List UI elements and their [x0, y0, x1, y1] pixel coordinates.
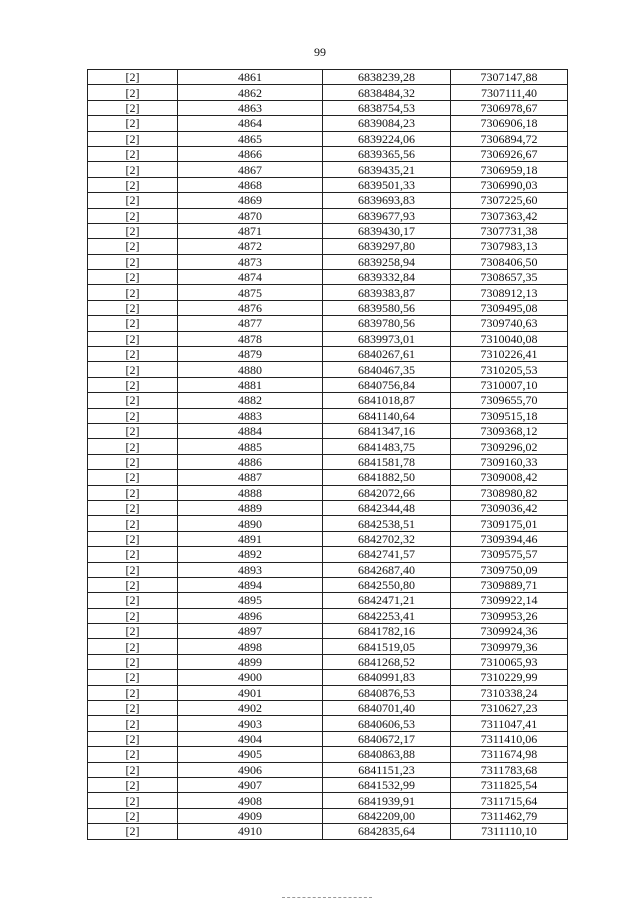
x-coordinate-cell: 6839332,84 [323, 270, 451, 285]
source-ref-cell: [2] [88, 716, 178, 731]
table-row [88, 393, 568, 408]
x-coordinate-cell: 6839383,87 [323, 285, 451, 300]
x-coordinate-cell: 6839677,93 [323, 208, 451, 223]
y-coordinate-cell: 7309008,42 [451, 470, 568, 485]
table-row [88, 377, 568, 392]
point-number-cell: 4885 [178, 439, 323, 454]
point-number-cell: 4888 [178, 485, 323, 500]
point-number-cell: 4863 [178, 100, 323, 115]
table-row [88, 485, 568, 500]
source-ref-cell: [2] [88, 408, 178, 423]
x-coordinate-cell: 6841519,05 [323, 639, 451, 654]
y-coordinate-cell: 7306959,18 [451, 162, 568, 177]
point-number-cell: 4877 [178, 316, 323, 331]
source-ref-cell: [2] [88, 562, 178, 577]
x-coordinate-cell: 6841151,23 [323, 762, 451, 777]
y-coordinate-cell: 7307983,13 [451, 239, 568, 254]
source-ref-cell: [2] [88, 316, 178, 331]
y-coordinate-cell: 7309953,26 [451, 608, 568, 623]
y-coordinate-cell: 7310040,08 [451, 331, 568, 346]
x-coordinate-cell: 6840672,17 [323, 731, 451, 746]
point-number-cell: 4898 [178, 639, 323, 654]
table-row [88, 131, 568, 146]
y-coordinate-cell: 7309922,14 [451, 593, 568, 608]
point-number-cell: 4862 [178, 85, 323, 100]
x-coordinate-cell: 6840756,84 [323, 377, 451, 392]
x-coordinate-cell: 6841939,91 [323, 793, 451, 808]
x-coordinate-cell: 6840863,88 [323, 747, 451, 762]
x-coordinate-cell: 6841581,78 [323, 454, 451, 469]
point-number-cell: 4874 [178, 270, 323, 285]
y-coordinate-cell: 7309750,09 [451, 562, 568, 577]
point-number-cell: 4870 [178, 208, 323, 223]
y-coordinate-cell: 7309740,63 [451, 316, 568, 331]
x-coordinate-cell: 6839435,21 [323, 162, 451, 177]
source-ref-cell: [2] [88, 270, 178, 285]
x-coordinate-cell: 6842835,64 [323, 824, 451, 839]
x-coordinate-cell: 6840991,83 [323, 670, 451, 685]
point-number-cell: 4864 [178, 116, 323, 131]
point-number-cell: 4867 [178, 162, 323, 177]
x-coordinate-cell: 6842538,51 [323, 516, 451, 531]
source-ref-cell: [2] [88, 70, 178, 85]
source-ref-cell: [2] [88, 162, 178, 177]
y-coordinate-cell: 7311410,06 [451, 731, 568, 746]
point-number-cell: 4896 [178, 608, 323, 623]
point-number-cell: 4865 [178, 131, 323, 146]
table-row [88, 408, 568, 423]
x-coordinate-cell: 6842072,66 [323, 485, 451, 500]
source-ref-cell: [2] [88, 347, 178, 362]
source-ref-cell: [2] [88, 193, 178, 208]
table-row [88, 254, 568, 269]
point-number-cell: 4869 [178, 193, 323, 208]
point-number-cell: 4882 [178, 393, 323, 408]
x-coordinate-cell: 6842209,00 [323, 808, 451, 823]
source-ref-cell: [2] [88, 285, 178, 300]
table-row [88, 208, 568, 223]
y-coordinate-cell: 7308657,35 [451, 270, 568, 285]
y-coordinate-cell: 7308406,50 [451, 254, 568, 269]
table-row [88, 577, 568, 592]
y-coordinate-cell: 7309175,01 [451, 516, 568, 531]
point-number-cell: 4887 [178, 470, 323, 485]
point-number-cell: 4905 [178, 747, 323, 762]
x-coordinate-cell: 6839780,56 [323, 316, 451, 331]
table-row [88, 70, 568, 85]
table-row [88, 516, 568, 531]
y-coordinate-cell: 7306990,03 [451, 177, 568, 192]
coordinates-table [87, 69, 568, 840]
source-ref-cell: [2] [88, 146, 178, 161]
source-ref-cell: [2] [88, 808, 178, 823]
point-number-cell: 4868 [178, 177, 323, 192]
x-coordinate-cell: 6839084,23 [323, 116, 451, 131]
table-row [88, 300, 568, 315]
table-row [88, 670, 568, 685]
point-number-cell: 4893 [178, 562, 323, 577]
y-coordinate-cell: 7310338,24 [451, 685, 568, 700]
point-number-cell: 4895 [178, 593, 323, 608]
x-coordinate-cell: 6841140,64 [323, 408, 451, 423]
source-ref-cell: [2] [88, 223, 178, 238]
source-ref-cell: [2] [88, 624, 178, 639]
x-coordinate-cell: 6838754,53 [323, 100, 451, 115]
y-coordinate-cell: 7310627,23 [451, 701, 568, 716]
table-row [88, 85, 568, 100]
footer-divider [282, 897, 372, 898]
y-coordinate-cell: 7307147,88 [451, 70, 568, 85]
point-number-cell: 4894 [178, 577, 323, 592]
point-number-cell: 4880 [178, 362, 323, 377]
source-ref-cell: [2] [88, 639, 178, 654]
point-number-cell: 4881 [178, 377, 323, 392]
source-ref-cell: [2] [88, 654, 178, 669]
source-ref-cell: [2] [88, 577, 178, 592]
point-number-cell: 4907 [178, 777, 323, 792]
point-number-cell: 4901 [178, 685, 323, 700]
source-ref-cell: [2] [88, 470, 178, 485]
x-coordinate-cell: 6840876,53 [323, 685, 451, 700]
y-coordinate-cell: 7310226,41 [451, 347, 568, 362]
y-coordinate-cell: 7309394,46 [451, 531, 568, 546]
source-ref-cell: [2] [88, 731, 178, 746]
source-ref-cell: [2] [88, 208, 178, 223]
x-coordinate-cell: 6839580,56 [323, 300, 451, 315]
table-row [88, 193, 568, 208]
x-coordinate-cell: 6841782,16 [323, 624, 451, 639]
point-number-cell: 4883 [178, 408, 323, 423]
table-row [88, 624, 568, 639]
source-ref-cell: [2] [88, 439, 178, 454]
table-row [88, 639, 568, 654]
table-row [88, 454, 568, 469]
source-ref-cell: [2] [88, 793, 178, 808]
x-coordinate-cell: 6840267,61 [323, 347, 451, 362]
x-coordinate-cell: 6839501,33 [323, 177, 451, 192]
x-coordinate-cell: 6842741,57 [323, 547, 451, 562]
point-number-cell: 4878 [178, 331, 323, 346]
x-coordinate-cell: 6839224,06 [323, 131, 451, 146]
source-ref-cell: [2] [88, 331, 178, 346]
y-coordinate-cell: 7307731,38 [451, 223, 568, 238]
x-coordinate-cell: 6841347,16 [323, 423, 451, 438]
x-coordinate-cell: 6839973,01 [323, 331, 451, 346]
y-coordinate-cell: 7311674,98 [451, 747, 568, 762]
table-row [88, 747, 568, 762]
y-coordinate-cell: 7309655,70 [451, 393, 568, 408]
source-ref-cell: [2] [88, 254, 178, 269]
source-ref-cell: [2] [88, 670, 178, 685]
y-coordinate-cell: 7309160,33 [451, 454, 568, 469]
point-number-cell: 4904 [178, 731, 323, 746]
source-ref-cell: [2] [88, 824, 178, 839]
x-coordinate-cell: 6842702,32 [323, 531, 451, 546]
source-ref-cell: [2] [88, 777, 178, 792]
y-coordinate-cell: 7311825,54 [451, 777, 568, 792]
table-row [88, 316, 568, 331]
table-row [88, 547, 568, 562]
point-number-cell: 4892 [178, 547, 323, 562]
point-number-cell: 4897 [178, 624, 323, 639]
table-row [88, 654, 568, 669]
point-number-cell: 4871 [178, 223, 323, 238]
x-coordinate-cell: 6842253,41 [323, 608, 451, 623]
y-coordinate-cell: 7310205,53 [451, 362, 568, 377]
source-ref-cell: [2] [88, 362, 178, 377]
table-row [88, 470, 568, 485]
table-row [88, 270, 568, 285]
table-row [88, 808, 568, 823]
coordinates-table-body [88, 70, 568, 840]
x-coordinate-cell: 6838484,32 [323, 85, 451, 100]
y-coordinate-cell: 7308912,13 [451, 285, 568, 300]
table-row [88, 439, 568, 454]
table-row [88, 593, 568, 608]
x-coordinate-cell: 6839693,83 [323, 193, 451, 208]
table-row [88, 562, 568, 577]
table-row [88, 824, 568, 839]
source-ref-cell: [2] [88, 593, 178, 608]
source-ref-cell: [2] [88, 747, 178, 762]
point-number-cell: 4873 [178, 254, 323, 269]
point-number-cell: 4889 [178, 500, 323, 515]
x-coordinate-cell: 6840606,53 [323, 716, 451, 731]
y-coordinate-cell: 7309575,57 [451, 547, 568, 562]
y-coordinate-cell: 7307225,60 [451, 193, 568, 208]
x-coordinate-cell: 6842550,80 [323, 577, 451, 592]
table-row [88, 500, 568, 515]
y-coordinate-cell: 7310007,10 [451, 377, 568, 392]
source-ref-cell: [2] [88, 531, 178, 546]
x-coordinate-cell: 6840467,35 [323, 362, 451, 377]
table-row [88, 685, 568, 700]
source-ref-cell: [2] [88, 177, 178, 192]
y-coordinate-cell: 7307363,42 [451, 208, 568, 223]
y-coordinate-cell: 7306894,72 [451, 131, 568, 146]
x-coordinate-cell: 6839430,17 [323, 223, 451, 238]
point-number-cell: 4861 [178, 70, 323, 85]
table-row [88, 777, 568, 792]
y-coordinate-cell: 7306978,67 [451, 100, 568, 115]
table-row [88, 223, 568, 238]
table-row [88, 347, 568, 362]
x-coordinate-cell: 6840701,40 [323, 701, 451, 716]
source-ref-cell: [2] [88, 701, 178, 716]
x-coordinate-cell: 6841483,75 [323, 439, 451, 454]
point-number-cell: 4875 [178, 285, 323, 300]
point-number-cell: 4866 [178, 146, 323, 161]
x-coordinate-cell: 6842471,21 [323, 593, 451, 608]
y-coordinate-cell: 7311110,10 [451, 824, 568, 839]
source-ref-cell: [2] [88, 516, 178, 531]
y-coordinate-cell: 7309036,42 [451, 500, 568, 515]
y-coordinate-cell: 7308980,82 [451, 485, 568, 500]
x-coordinate-cell: 6839297,80 [323, 239, 451, 254]
source-ref-cell: [2] [88, 85, 178, 100]
point-number-cell: 4900 [178, 670, 323, 685]
x-coordinate-cell: 6841018,87 [323, 393, 451, 408]
table-row [88, 362, 568, 377]
point-number-cell: 4909 [178, 808, 323, 823]
y-coordinate-cell: 7309924,36 [451, 624, 568, 639]
x-coordinate-cell: 6842687,40 [323, 562, 451, 577]
y-coordinate-cell: 7309979,36 [451, 639, 568, 654]
table-row [88, 285, 568, 300]
point-number-cell: 4872 [178, 239, 323, 254]
x-coordinate-cell: 6842344,48 [323, 500, 451, 515]
table-row [88, 331, 568, 346]
point-number-cell: 4884 [178, 423, 323, 438]
x-coordinate-cell: 6839365,56 [323, 146, 451, 161]
x-coordinate-cell: 6839258,94 [323, 254, 451, 269]
y-coordinate-cell: 7307111,40 [451, 85, 568, 100]
table-row [88, 116, 568, 131]
table-row [88, 731, 568, 746]
table-row [88, 608, 568, 623]
y-coordinate-cell: 7309495,08 [451, 300, 568, 315]
source-ref-cell: [2] [88, 685, 178, 700]
y-coordinate-cell: 7309515,18 [451, 408, 568, 423]
table-row [88, 177, 568, 192]
y-coordinate-cell: 7311783,68 [451, 762, 568, 777]
source-ref-cell: [2] [88, 547, 178, 562]
table-row [88, 716, 568, 731]
y-coordinate-cell: 7311462,79 [451, 808, 568, 823]
point-number-cell: 4910 [178, 824, 323, 839]
source-ref-cell: [2] [88, 100, 178, 115]
source-ref-cell: [2] [88, 608, 178, 623]
table-row [88, 146, 568, 161]
y-coordinate-cell: 7311047,41 [451, 716, 568, 731]
point-number-cell: 4899 [178, 654, 323, 669]
point-number-cell: 4879 [178, 347, 323, 362]
y-coordinate-cell: 7311715,64 [451, 793, 568, 808]
y-coordinate-cell: 7309368,12 [451, 423, 568, 438]
page-number: 99 [314, 45, 326, 59]
source-ref-cell: [2] [88, 116, 178, 131]
x-coordinate-cell: 6841882,50 [323, 470, 451, 485]
point-number-cell: 4886 [178, 454, 323, 469]
point-number-cell: 4908 [178, 793, 323, 808]
point-number-cell: 4902 [178, 701, 323, 716]
source-ref-cell: [2] [88, 762, 178, 777]
source-ref-cell: [2] [88, 377, 178, 392]
source-ref-cell: [2] [88, 500, 178, 515]
point-number-cell: 4891 [178, 531, 323, 546]
table-row [88, 793, 568, 808]
source-ref-cell: [2] [88, 239, 178, 254]
point-number-cell: 4903 [178, 716, 323, 731]
table-row [88, 701, 568, 716]
source-ref-cell: [2] [88, 423, 178, 438]
table-row [88, 162, 568, 177]
table-row [88, 531, 568, 546]
source-ref-cell: [2] [88, 485, 178, 500]
source-ref-cell: [2] [88, 393, 178, 408]
y-coordinate-cell: 7306906,18 [451, 116, 568, 131]
y-coordinate-cell: 7309296,02 [451, 439, 568, 454]
source-ref-cell: [2] [88, 300, 178, 315]
y-coordinate-cell: 7306926,67 [451, 146, 568, 161]
table-row [88, 239, 568, 254]
table-row [88, 762, 568, 777]
point-number-cell: 4876 [178, 300, 323, 315]
x-coordinate-cell: 6841268,52 [323, 654, 451, 669]
y-coordinate-cell: 7310065,93 [451, 654, 568, 669]
x-coordinate-cell: 6838239,28 [323, 70, 451, 85]
table-row [88, 100, 568, 115]
x-coordinate-cell: 6841532,99 [323, 777, 451, 792]
point-number-cell: 4890 [178, 516, 323, 531]
y-coordinate-cell: 7310229,99 [451, 670, 568, 685]
table-row [88, 423, 568, 438]
source-ref-cell: [2] [88, 131, 178, 146]
y-coordinate-cell: 7309889,71 [451, 577, 568, 592]
source-ref-cell: [2] [88, 454, 178, 469]
point-number-cell: 4906 [178, 762, 323, 777]
